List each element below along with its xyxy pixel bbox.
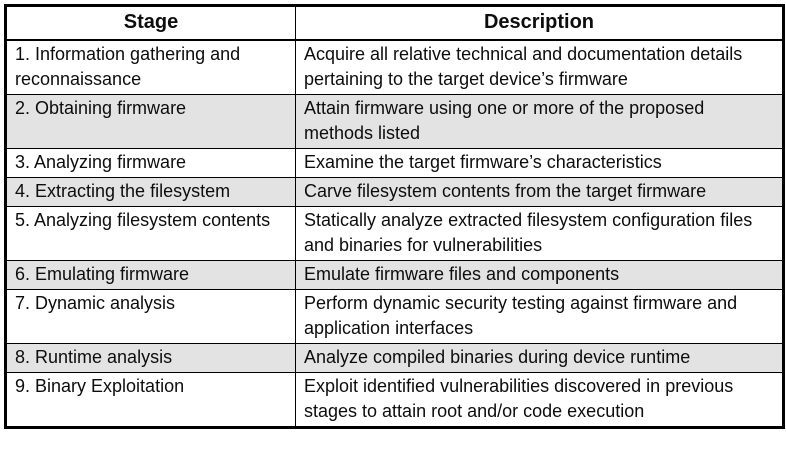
table-row: [6, 207, 784, 261]
table-row: [6, 149, 784, 178]
description-column-header: Description: [296, 6, 784, 41]
description-cell: Perform dynamic security testing against firmware and application interfaces: [296, 290, 784, 344]
description-cell: Attain firmware using one or more of the proposed methods listed: [296, 95, 784, 149]
stage-cell: 5. Analyzing filesystem contents: [6, 207, 296, 261]
description-cell: Emulate firmware files and components: [296, 261, 784, 290]
description-cell: Examine the target firmware’s characteristics: [296, 149, 784, 178]
firmware-testing-stages-table: [4, 4, 785, 429]
stage-cell: 3. Analyzing firmware: [6, 149, 296, 178]
table-row: [6, 261, 784, 290]
stage-cell: 2. Obtaining firmware: [6, 95, 296, 149]
table-row: [6, 178, 784, 207]
stage-cell: 6. Emulating firmware: [6, 261, 296, 290]
stage-cell: 1. Information gathering and reconnaissance: [6, 40, 296, 95]
table-row: [6, 290, 784, 344]
header-row: [6, 6, 784, 41]
stage-column-header: Stage: [6, 6, 296, 41]
description-cell: Exploit identified vulnerabilities discovered in previous stages to attain root and/or code execution: [296, 373, 784, 428]
description-cell: Carve filesystem contents from the target firmware: [296, 178, 784, 207]
stage-cell: 7. Dynamic analysis: [6, 290, 296, 344]
description-cell: Acquire all relative technical and documentation details pertaining to the target device’s firmware: [296, 40, 784, 95]
description-cell: Statically analyze extracted filesystem configuration files and binaries for vulnerabilities: [296, 207, 784, 261]
table-row: [6, 40, 784, 95]
stage-cell: 9. Binary Exploitation: [6, 373, 296, 428]
stage-cell: 4. Extracting the filesystem: [6, 178, 296, 207]
table-row: [6, 373, 784, 428]
table-row: [6, 344, 784, 373]
stage-cell: 8. Runtime analysis: [6, 344, 296, 373]
table-row: [6, 95, 784, 149]
description-cell: Analyze compiled binaries during device runtime: [296, 344, 784, 373]
